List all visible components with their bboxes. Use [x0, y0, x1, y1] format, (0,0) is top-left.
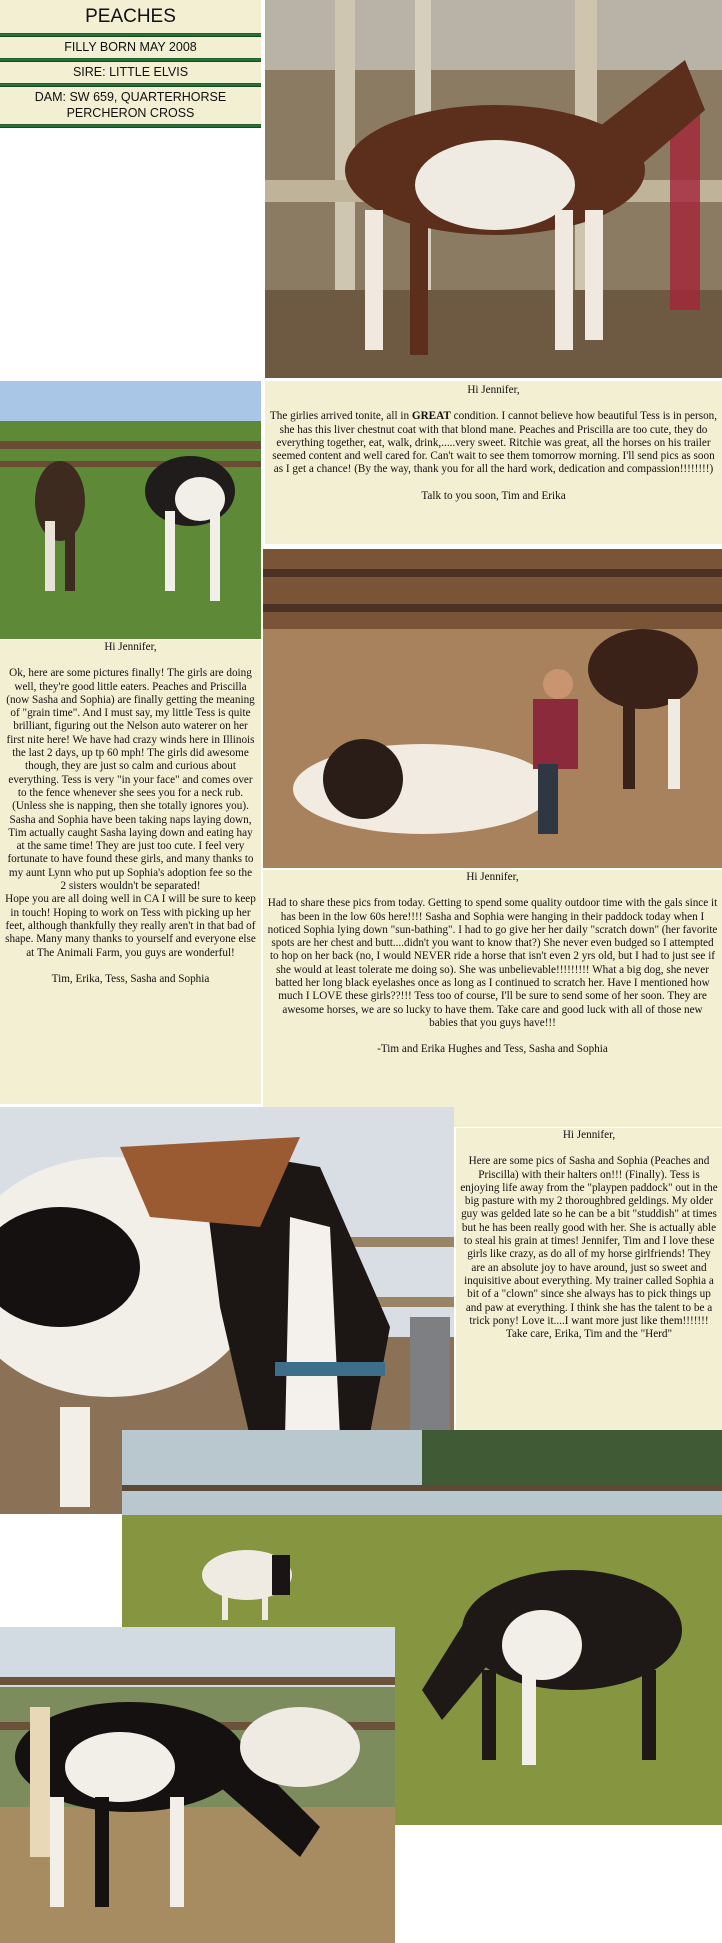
letter-body: Here are some pics of Sasha and Sophia (Peaches and Priscilla) with their halters on!!! (Finally). Tess is enjoying life away from the "playpen paddock" out in the big pasture with my 2 thoroughbred geldings. My older guy was gelded late so he can be a bit "studdish" at times but he has been really good with her. She is actually able to steal his grain at times! Jennifer, Tim and I love these girls like crazy, as do all of my horse girlfriends! They are an absolute joy to have around, just so sweet and inquisitive about everything. My trainer called Sophia a bit of a "clown" since she always has to pick things up and paw at everything. I think she has the talent to be a trick pony! Love it....I want more just like them!!!!!!! — [460, 1155, 718, 1327]
letter-body: Hope you are all doing well in CA I will be sure to keep in touch! Hoping to work on Tess with picking up her feet, although thankfully they really aren't in that bad of shape. Many many thanks to yourself and everyone else at The Animali Farm, you guys are wonderful! — [5, 893, 256, 959]
letter-body — [269, 410, 718, 476]
letter-halters — [456, 1128, 722, 1430]
born-box — [0, 37, 261, 58]
letter-sun-bathing — [263, 870, 722, 1127]
sire-box — [0, 62, 261, 83]
horse-name-box — [0, 0, 261, 33]
divider-bar — [0, 124, 261, 128]
letter-closing: Tim, Erika, Tess, Sasha and Sophia — [51, 972, 210, 985]
dam-box — [0, 87, 261, 126]
letter-closing: Talk to you soon, Tim and Erika — [421, 489, 566, 502]
letter-greeting: Hi Jennifer, — [104, 641, 157, 653]
letter-greeting: Hi Jennifer, — [562, 1129, 616, 1141]
letter-arrival — [265, 381, 722, 544]
letter-body-text: The girlies arrived tonite, all in — [269, 410, 412, 423]
dam-text-line2: PERCHERON CROSS — [66, 106, 195, 120]
dam-text-line1: DAM: SW 659, QUARTERHORSE — [34, 90, 227, 104]
letter-body: Ok, here are some pictures finally! The girls are doing well, they're good little eaters. Peaches and Priscilla (now Sasha and Sophia) are finally getting the meaning of "grain time". And I must say, my little Tess is quite brilliant, figuring out the Nelson auto waterer on her first nite here! We have had crazy winds here in Illinois the last 2 days, up tp 60 mph! The girls did awesome though, they are just so calm and curious about everything. Tess is very "in your face" and comes over to the fence whenever she sees you for a neck rub. (Unless she is napping, then she totally ignores you). Sasha and Sophia have been taking naps laying down, Tim actually caught Sasha laying down and eating hay at the same time! They are just too cute. I feel very fortunate to have found these girls, and many thanks to my aunt Lynn who put up Sophia's adoption fee so the 2 sisters wouldn't be separated! — [6, 667, 255, 893]
letter-closing: -Tim and Erika Hughes and Tess, Sasha and Sophia — [377, 1043, 608, 1056]
sire-text: SIRE: LITTLE ELVIS — [72, 65, 189, 79]
photo-pair-eating-hay — [0, 1627, 395, 1943]
horse-name: PEACHES — [85, 6, 176, 27]
letter-body-text: condition. I cannot believe how beautiful Tess is in person, she has this liver chestnut coat with that blond mane. Peaches and Priscilla are too cute, they do everything together, eat, walk, drink,.....very sweet. Ritchie was great, all the horses on his trailer seemed content and well cared for. Can't wait to see them tomorrow morning. I'll send pics as soon as I get a chance! (By the way, thank you for all the hard work, dedication and compassion!!!!!!!!) — [272, 410, 718, 476]
photo-pinto-at-fence — [265, 0, 722, 378]
letter-body: Had to share these pics from today. Getting to spend some quality outdoor time with the gals since it has been in the low 60s here!!!! Sasha and Sophia were hanging in their paddock today when I noticed Sophia lying down "sun-bathing". I had to go give her her daily "scratch down" (her favorite spots are her chest and butt....didn't you want to know that?) She never even budged so I attempted to hop on her back (no, I would NEVER ride a horse that isn't even 2 yrs old, but I had to just see if she would at least tolerate me doing so). She was unbelievable!!!!!!!!! What a big dog, she never batted her long black eyelashes once as long as I continued to scratch her. Have I mentioned how much I LOVE these girls??!!! Tess too of course, I'll be sure to send some of her soon. They are awesome horses, we are so lucky to have them. Take care and good luck with all of those new babies that you guys have!!! — [267, 897, 718, 1029]
letter-greeting: Hi Jennifer, — [466, 871, 519, 883]
letter-first-pictures — [0, 640, 261, 1104]
letter-greeting: Hi Jennifer, — [467, 384, 520, 396]
photo-two-fillies — [0, 381, 261, 639]
letter-body-emphasis: GREAT — [411, 410, 451, 423]
photo-filly-lying-down — [263, 549, 722, 868]
letter-closing: Take care, Erika, Tim and the "Herd" — [505, 1328, 673, 1341]
born-text: FILLY BORN MAY 2008 — [64, 40, 197, 54]
